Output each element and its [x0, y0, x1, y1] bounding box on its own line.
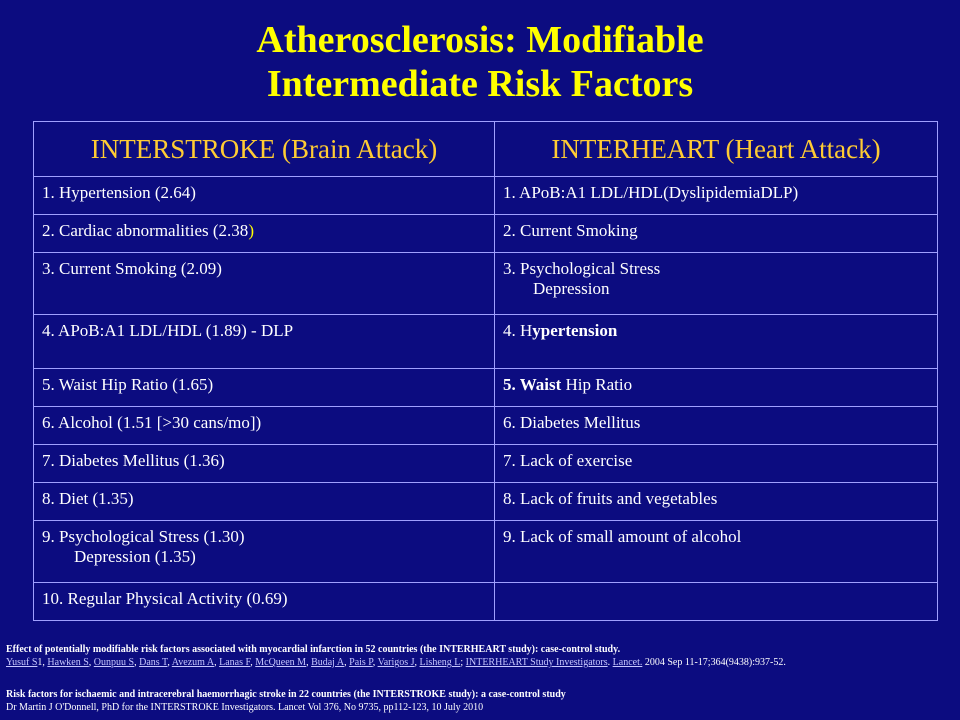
table-row	[34, 215, 938, 253]
author-link[interactable]: McQueen M	[255, 657, 307, 668]
reference-1-authors	[6, 656, 786, 669]
author-separator: ,	[306, 657, 312, 668]
reference-1	[6, 643, 786, 669]
interheart-item-10	[495, 583, 938, 621]
interheart-item-3-line1: 3. Psychological Stress	[503, 259, 661, 278]
interstroke-item-2-text: 2. Cardiac abnormalities (2.38	[42, 221, 249, 240]
risk-factors-table	[33, 121, 938, 621]
table-row	[34, 407, 938, 445]
author-link[interactable]: Pais P	[349, 657, 373, 668]
author-link[interactable]: Dans T	[139, 657, 168, 668]
interheart-item-4-bold: ypertension	[532, 321, 618, 340]
interstroke-item-9	[34, 521, 495, 583]
interheart-item-7: 7. Lack of exercise	[495, 445, 938, 483]
table-row	[34, 315, 938, 369]
slide-title	[0, 18, 960, 106]
interstroke-item-5: 5. Waist Hip Ratio (1.65)	[34, 369, 495, 407]
author-link[interactable]: Hawken S	[47, 657, 89, 668]
interstroke-item-2	[34, 215, 495, 253]
author-link[interactable]: Yusuf S	[6, 657, 38, 668]
interstroke-item-2-paren: )	[248, 221, 254, 240]
interheart-item-5-bold: 5. Waist	[503, 375, 562, 394]
header-interheart: INTERHEART (Heart Attack)	[495, 122, 938, 177]
interstroke-item-4: 4. APoB:A1 LDL/HDL (1.89) - DLP	[34, 315, 495, 369]
table-row	[34, 253, 938, 315]
author-separator: ,	[250, 657, 256, 668]
title-line-1: Atherosclerosis: Modifiable	[256, 19, 704, 61]
author-separator: ,	[88, 657, 94, 668]
author-separator: .	[607, 657, 613, 668]
reference-2-source: Dr Martin J O'Donnell, PhD for the INTERSTROKE Investigators. Lancet Vol 376, No 9735, pp112-123, 10 July 2010	[6, 702, 484, 713]
interstroke-item-8: 8. Diet (1.35)	[34, 483, 495, 521]
author-link[interactable]: Varigos J	[377, 657, 415, 668]
interstroke-item-1: 1. Hypertension (2.64)	[34, 177, 495, 215]
author-link[interactable]: Lisheng L	[419, 657, 461, 668]
table-row	[34, 369, 938, 407]
author-separator: ,	[414, 657, 420, 668]
author-link[interactable]: Ounpuu S	[93, 657, 135, 668]
interstroke-item-9-line2: Depression (1.35)	[74, 547, 196, 566]
interheart-item-3	[495, 253, 938, 315]
table-row	[34, 521, 938, 583]
author-separator: ,	[167, 657, 172, 668]
interheart-item-1: 1. APoB:A1 LDL/HDL(DyslipidemiaDLP)	[495, 177, 938, 215]
author-link[interactable]: Budaj A	[311, 657, 345, 668]
interstroke-item-6: 6. Alcohol (1.51 [>30 cans/mo])	[34, 407, 495, 445]
reference-2-title: Risk factors for ischaemic and intracerebral haemorrhagic stroke in 22 countries (the INTERSTROKE study): a case-control study	[6, 689, 566, 700]
author-separator: ,	[134, 657, 140, 668]
title-line-2: Intermediate Risk Factors	[266, 63, 694, 105]
author-separator: 1,	[37, 657, 48, 668]
interstroke-item-10: 10. Regular Physical Activity (0.69)	[34, 583, 495, 621]
table-row	[34, 177, 938, 215]
table-row	[34, 583, 938, 621]
interheart-item-6: 6. Diabetes Mellitus	[495, 407, 938, 445]
interstroke-item-3: 3. Current Smoking (2.09)	[34, 253, 495, 315]
interheart-item-3-line2: Depression	[533, 279, 610, 298]
table-header-row	[34, 122, 938, 177]
interheart-item-4-prefix: 4. H	[503, 321, 533, 340]
header-interstroke: INTERSTROKE (Brain Attack)	[34, 122, 495, 177]
reference-2	[6, 688, 566, 714]
reference-1-title: Effect of potentially modifiable risk factors associated with myocardial infarction in 52 countries (the INTERHEART study): case-control study.	[6, 644, 621, 655]
author-separator: ,	[214, 657, 220, 668]
author-separator: ,	[372, 657, 378, 668]
author-link[interactable]: Lancet.	[612, 657, 643, 668]
interstroke-item-9-line1: 9. Psychological Stress (1.30)	[42, 527, 245, 546]
author-separator: ;	[460, 657, 466, 668]
interheart-item-5-rest: Hip Ratio	[561, 375, 633, 394]
interheart-item-9: 9. Lack of small amount of alcohol	[495, 521, 938, 583]
interstroke-item-7: 7. Diabetes Mellitus (1.36)	[34, 445, 495, 483]
author-separator: ,	[344, 657, 350, 668]
interheart-item-8: 8. Lack of fruits and vegetables	[495, 483, 938, 521]
interheart-item-5	[495, 369, 938, 407]
author-separator: 2004 Sep 11-17;364(9438):937-52.	[642, 657, 786, 668]
table-row	[34, 483, 938, 521]
author-link[interactable]: INTERHEART Study Investigators	[465, 657, 608, 668]
interheart-item-2: 2. Current Smoking	[495, 215, 938, 253]
author-link[interactable]: Avezum A	[171, 657, 215, 668]
author-link[interactable]: Lanas F	[219, 657, 251, 668]
table-row	[34, 445, 938, 483]
interheart-item-4	[495, 315, 938, 369]
